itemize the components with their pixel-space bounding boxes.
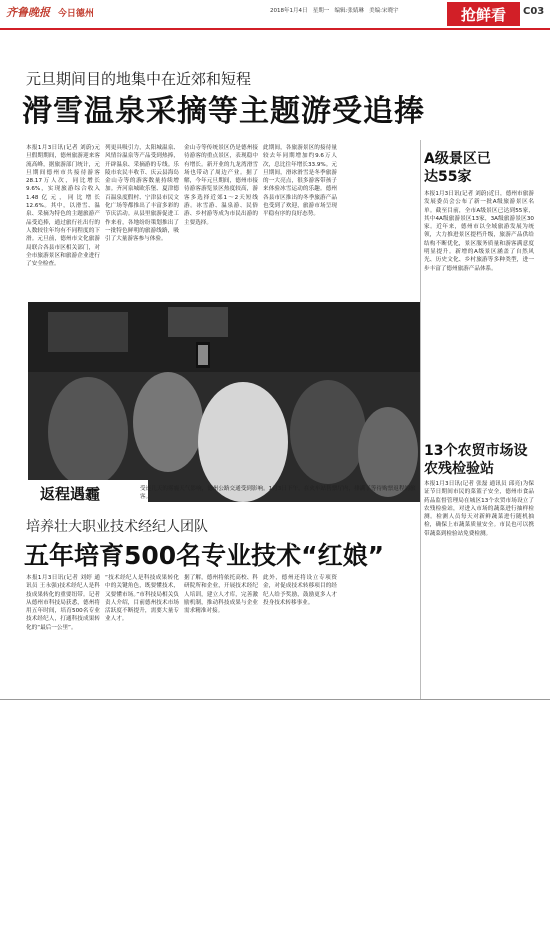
issue-weekday: 星期一 [312, 8, 330, 14]
story1-col1: 本报1月3日讯(记者 刘蔚)元旦假期期间，德州旅游迎来客流高峰，据旅游部门统计，元旦期间德州市共接待游客28.17万人次，同比增长9.6%，实现旅游综合收入1.48亿元，同比增长12.6%。其中，以滑雪、温泉、采摘为特色的主题旅游产品受追捧，通过旅行社出行的人数较往年均有不同程度的下滑。元旦前，德州市文化旅游局联合各县市区相关部门，对全市旅游景区和旅游企业进行了安全检查。 [26, 145, 100, 268]
side-story2-body: 本报1月3日讯(记者 张磊 通讯员 邱亮)为保证节日期间市民的菜篮子安全，德州市食品药品监督管理局在城区13个农贸市场设立了农残检验站，对进入市场的蔬菜进行抽样检测。检测人员每天对新鲜蔬菜进行随机抽检，确保上市蔬菜质量安全。市民也可以携带蔬菜到检验站免费检测。 [424, 481, 534, 537]
masthead-rule [0, 28, 550, 30]
story2-col3: 据了解，德州将依托高校、科研院所和企业，开展技术经纪人培训，建立人才库，完善激励机制，推动科技成果与企业需求精准对接。 [184, 575, 258, 615]
photo-caption: 受连几天的雾霾天气影响，德州公路交通受到影响。1月3日下午，在火车站售票厅内，排满了等待购票返程的旅客。 [140, 486, 416, 500]
story1-photo [28, 302, 420, 502]
content-bottom-rule [0, 699, 550, 700]
story1-headline[interactable]: 滑雪温泉采摘等主题游受追捧 [22, 94, 425, 129]
story1-col5 [342, 144, 416, 298]
newspaper-logo: 齐鲁晚报 [6, 6, 50, 19]
story2-kicker: 培养壮大职业技术经纪人团队 [26, 519, 208, 535]
section-tab[interactable]: 抢鲜看 [447, 2, 520, 26]
side-story1-headline[interactable]: A级景区已达55家 [424, 151, 491, 185]
story1-col2: 列更具吸引力，太阳城温泉、风情谷温泉等产品受到热捧，开辟温泉、采摘游的专线。乐陵市农民丰收节、庆云县海岛金山寺等的游客数量持续增加。齐河泉城欧乐堡、夏津德百温泉度假村、宁津县市民文化广场等都推出了丰富多彩的节庆活动。从县里旅游促进工作来看，各地纷纷策划推出了一批特色鲜明的旅游线路，吸引了大量游客参与体验。 [105, 145, 179, 243]
masthead-meta [270, 6, 398, 14]
story2-col2: “技术经纪人是科技成果转化中的关键角色，既要懂技术，又要懂市场。”市科技局相关负责人介绍，目前德州技术市场活跃度不断提升，需要大量专业人才。 [105, 575, 179, 623]
story2-col1: 本报1月3日讯(记者 刘婷 通讯员 王永强)技术经纪人是科技成果转化的重要纽带。记者从德州市科技局获悉，德州将用五年时间，培育500名专业技术经纪人，打通科技成果转化的“最后一公里”。 [26, 575, 100, 631]
designer-credit: 美编:宋晓宇 [369, 8, 399, 14]
column-divider [420, 140, 421, 700]
story1-kicker: 元旦期间目的地集中在近郊和短程 [26, 70, 252, 88]
editor-credit: 编辑:张婧琳 [334, 8, 364, 14]
story2-headline[interactable]: 五年培育500名专业技术“红娘” [24, 541, 385, 570]
issue-date: 2018年1月4日 [270, 8, 308, 14]
page-number: C03 [523, 6, 545, 17]
edition-name: 今日德州 [57, 9, 94, 19]
photo-caption-title: 返程遇霾 [40, 485, 101, 503]
side-story2-headline[interactable]: 13个农贸市场设农残检验站 [424, 443, 528, 477]
story1-col3: 金山寺等传统景区仍是德州接待游客的重点景区，表现稳中有增长。新开业的九龙湾滑雪场也带动了周边产业。据了解，今年元旦期间，德州市接待游客游览景区热度较高，游客多选择近郊1～2天短线游。冰雪游、温泉游、民俗游、乡村游等成为市民出游的主要选择。 [184, 145, 258, 226]
story2-col4: 此外，德州还将设立专项资金，对促成技术转移项目的经纪人给予奖励，鼓励更多人才投身技术转移事业。 [263, 575, 337, 606]
story2-col5 [342, 574, 416, 696]
side-story1-body: 本报1月3日讯(记者 刘蔚)近日，德州市旅游发展委员会公布了新一批A级旅游景区名单。截至目前，全市A级景区已达到55家，其中4A级旅游景区13家，3A级旅游景区30家。近年来，德州市以全域旅游发展为统领，大力推进景区提档升级，旅游产品供给结构不断优化，景区服务质量和游客满意度明显提升。新增的A级景区涵盖了自然风光、历史文化、乡村旅游等多种类型，进一步丰富了德州旅游产品体系。 [424, 191, 534, 272]
story1-col4: 此期间，各旅游景区的接待量较去年同期增加约9.6万人次，总比往年增长33.9%。元旦期间，滑冰滑雪是冬季旅游的一大亮点，很多游客带孩子来体验冰雪运动的乐趣。德州各县市区推出的冬季旅游产品也受到了欢迎，旅游市场呈现平稳有序的良好态势。 [263, 145, 337, 218]
masthead-brand [6, 4, 94, 26]
